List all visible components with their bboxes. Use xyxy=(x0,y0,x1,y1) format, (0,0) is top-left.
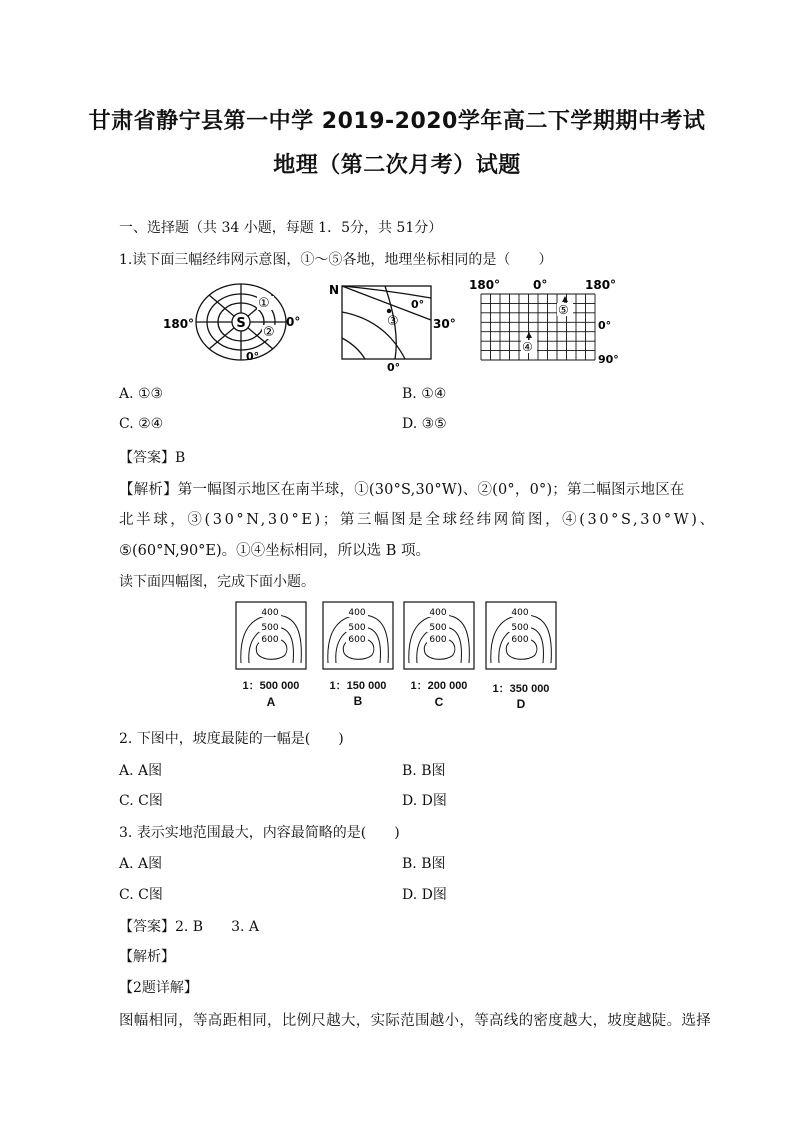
contour-label-500: 500 xyxy=(511,623,529,633)
document-title-line2: 地理（第二次月考）试题 xyxy=(273,153,521,178)
fig2-lat30-label: 30° xyxy=(433,317,456,331)
contour-label-400: 400 xyxy=(429,608,447,618)
map-c-scale: 1：200 000 xyxy=(410,680,468,692)
group-intro: 读下面四幅图，完成下面小题。 xyxy=(119,574,315,590)
map-a-label: A xyxy=(266,695,276,709)
map-b-scale: 1：150 000 xyxy=(329,680,387,692)
fig1-label-right: 0° xyxy=(286,315,301,329)
point-1-label: ① xyxy=(258,296,270,311)
point-5-label: ⑤ xyxy=(558,303,569,317)
contour-label-500: 500 xyxy=(261,623,279,633)
polar-graticule-figure xyxy=(163,280,303,372)
map-d-label: D xyxy=(516,697,526,711)
contour-map-c-drawing xyxy=(403,601,475,671)
point-4-label: ④ xyxy=(522,340,533,354)
detail-2-text: 图幅相同，等高距相同，比例尺越大，实际范围越小，等高线的密度越大，坡度越陡。选择 xyxy=(119,1013,711,1029)
q1-analysis-line2: 北半球，③(30°N,30°E)；第三幅图是全球经纬网简图，④(30°S,30°W)、 xyxy=(119,512,717,528)
northern-graticule-figure xyxy=(325,280,465,374)
q3-option-b: B. B图 xyxy=(402,856,446,872)
section-heading: 一、选择题（共 34 小题，每题 1．5分，共 51分） xyxy=(119,220,443,236)
world-grid-figure xyxy=(469,278,629,370)
fig1-label-bottom: 0° xyxy=(246,350,260,363)
q1-option-b: B. ①④ xyxy=(402,386,447,402)
document-title-line1: 甘肃省静宁县第一中学 2019-2020学年高二下学期期中考试 xyxy=(88,109,706,134)
south-pole-label: S xyxy=(236,316,246,331)
point-2-label: ② xyxy=(263,325,275,340)
q2-option-a: A. A图 xyxy=(119,763,163,779)
fig2-lon0-label: 0° xyxy=(411,298,425,311)
fig2-lat0-label: 0° xyxy=(387,361,401,374)
contour-map-a-drawing xyxy=(235,601,307,671)
contour-label-400: 400 xyxy=(348,608,366,618)
question-1-stem: 1.读下面三幅经纬网示意图，①～⑤各地，地理坐标相同的是（ ） xyxy=(119,252,553,268)
contour-map-b-drawing xyxy=(322,601,394,671)
question-2-stem: 2. 下图中，坡度最陡的一幅是( ) xyxy=(119,731,344,747)
fig3-top-left-label: 180° xyxy=(469,278,501,292)
q3-option-a: A. A图 xyxy=(119,856,163,872)
contour-label-600: 600 xyxy=(348,635,366,645)
contour-label-600: 600 xyxy=(261,635,279,645)
contour-label-600: 600 xyxy=(429,635,447,645)
contour-map-c xyxy=(403,601,475,675)
q1-option-c: C. ②④ xyxy=(119,416,164,432)
north-label: N xyxy=(329,283,340,297)
q3-option-c: C. C图 xyxy=(119,887,163,903)
q3-option-d: D. D图 xyxy=(402,887,447,903)
contour-label-400: 400 xyxy=(261,608,279,618)
q2-q3-answer: 【答案】2. B 3. A xyxy=(119,919,260,935)
fig1-label-left: 180° xyxy=(163,317,195,331)
contour-label-400: 400 xyxy=(511,608,529,618)
q2-option-b: B. B图 xyxy=(402,763,446,779)
q1-analysis-line3: ⑤(60°N,90°E)。①④坐标相同，所以选 B 项。 xyxy=(119,543,431,559)
fig3-right-bottom-label: 90° xyxy=(598,353,619,366)
map-b-label: B xyxy=(353,694,363,708)
contour-map-d-drawing xyxy=(485,601,557,671)
fig3-top-mid-label: 0° xyxy=(533,278,548,292)
contour-label-600: 600 xyxy=(511,635,529,645)
map-c-label: C xyxy=(434,695,444,709)
q1-option-a: A. ①③ xyxy=(119,386,164,402)
point-3-label: ③ xyxy=(387,314,399,329)
q1-option-d: D. ③⑤ xyxy=(402,416,447,432)
fig3-top-right-label: 180° xyxy=(585,278,617,292)
fig3-right-mid-label: 0° xyxy=(598,319,612,332)
analysis-heading: 【解析】 xyxy=(119,949,175,965)
map-a-scale: 1：500 000 xyxy=(242,680,300,692)
q1-answer: 【答案】B xyxy=(119,450,186,466)
q2-option-c: C. C图 xyxy=(119,793,163,809)
question-3-stem: 3. 表示实地范围最大，内容最简略的是( ) xyxy=(119,825,400,841)
q2-option-d: D. D图 xyxy=(402,793,447,809)
contour-label-500: 500 xyxy=(348,623,366,633)
q1-analysis-line1: 【解析】第一幅图示地区在南半球，①(30°S,30°W)、②(0°，0°)；第二幅图示地区在 xyxy=(119,482,685,498)
contour-map-a xyxy=(235,601,307,675)
detail-2-heading: 【2题详解】 xyxy=(119,980,198,996)
map-d-scale: 1：350 000 xyxy=(492,683,550,695)
contour-label-500: 500 xyxy=(429,623,447,633)
contour-map-d xyxy=(485,601,557,675)
contour-map-b xyxy=(322,601,394,675)
